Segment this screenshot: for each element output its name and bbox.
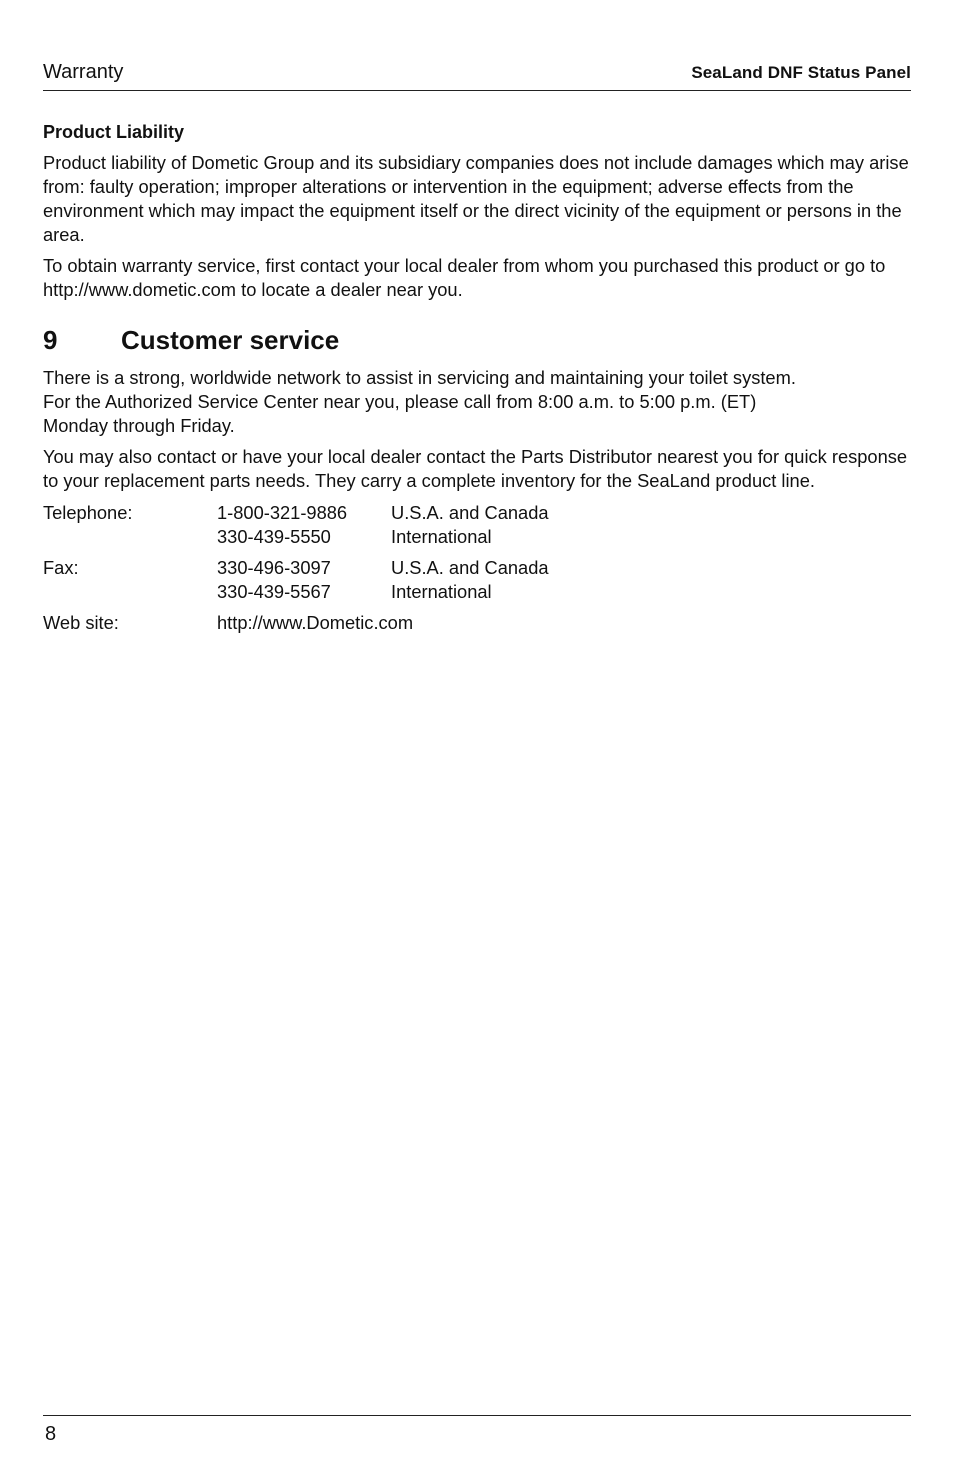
footer-divider	[43, 1415, 911, 1416]
contact-table	[43, 501, 911, 635]
parts-distributor-paragraph: You may also contact or have your local dealer contact the Parts Distributor nearest you for quick response to your replacement parts needs. They carry a complete inventory for the SeaLand product line.	[43, 446, 908, 491]
service-network-line: There is a strong, worldwide network to assist in servicing and maintaining your toilet system.	[43, 367, 796, 388]
telephone-number-domestic: 1-800-321-9886	[217, 502, 348, 523]
product-liability-paragraph: Product liability of Dometic Group and its subsidiary companies does not include damages which may arise from: faulty operation; improper alterations or intervention in the equipment; adverse effects from the environment which may impact the equipment itself or the direct vicinity of the equipment or persons in the area.	[43, 152, 909, 245]
website-url: http://www.Dometic.com	[217, 612, 414, 633]
section-title: Customer service	[121, 325, 340, 355]
warranty-service-paragraph: To obtain warranty service, first contact your local dealer from whom you purchased this product or go to http://www.dometic.com to locate a dealer near you.	[43, 255, 886, 300]
manual-page	[43, 0, 911, 1475]
contact-regions-empty	[391, 611, 911, 635]
page-header	[43, 58, 911, 91]
contact-label: Web site:	[43, 612, 119, 633]
customer-service-heading	[43, 324, 911, 356]
contact-numbers	[217, 556, 391, 604]
fax-region-international: International	[391, 581, 492, 602]
contact-row-telephone	[43, 501, 911, 549]
contact-regions	[391, 556, 911, 604]
header-section-title: Warranty	[43, 61, 124, 83]
contact-numbers	[217, 501, 391, 549]
service-network-paragraph	[43, 366, 911, 438]
contact-row-website	[43, 611, 911, 635]
header-product-name: SeaLand DNF Status Panel	[691, 63, 911, 82]
page-number: 8	[45, 1423, 57, 1445]
telephone-number-international: 330-439-5550	[217, 526, 331, 547]
telephone-region-domestic: U.S.A. and Canada	[391, 502, 549, 523]
service-days-line: Monday through Friday.	[43, 415, 235, 436]
telephone-region-international: International	[391, 526, 492, 547]
contact-regions	[391, 501, 911, 549]
product-liability-heading: Product Liability	[43, 122, 185, 142]
fax-region-domestic: U.S.A. and Canada	[391, 557, 549, 578]
fax-number-international: 330-439-5567	[217, 581, 331, 602]
section-number: 9	[43, 325, 58, 355]
service-center-line: For the Authorized Service Center near you, please call from 8:00 a.m. to 5:00 p.m. (ET)	[43, 391, 757, 412]
contact-label: Fax:	[43, 557, 79, 578]
contact-row-fax	[43, 556, 911, 604]
fax-number-domestic: 330-496-3097	[217, 557, 331, 578]
contact-label: Telephone:	[43, 502, 133, 523]
page-content	[43, 120, 911, 642]
